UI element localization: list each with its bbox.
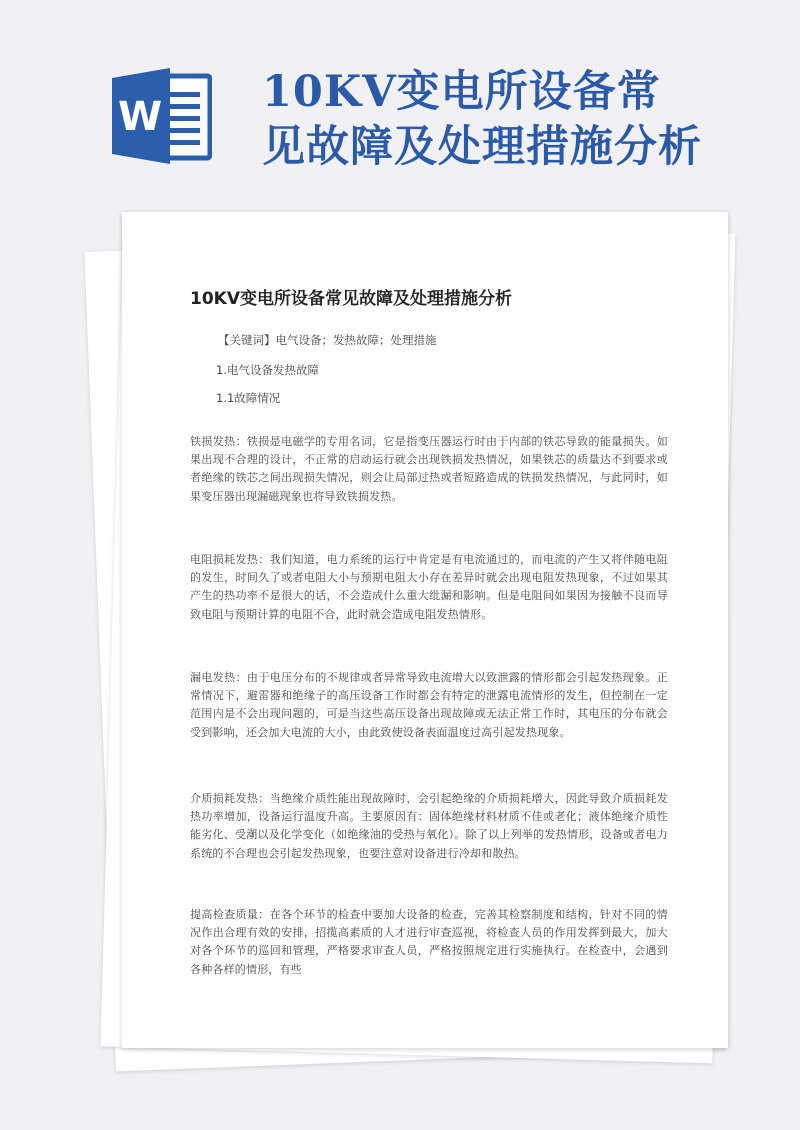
subsection-heading: 1.1故障情况	[216, 391, 281, 405]
section-heading: 1.电气设备发热故障	[216, 363, 319, 377]
paragraph-leakage: 漏电发热：由于电压分布的不规律或者异常导致电流增大以致泄露的情形都会引起发热现象。正常情况下，避雷器和绝缘子的高压设备工作时都会有特定的泄露电流情形的发生，但控制在一定范围内是不会出现问题的，可是当这些高压设备出现故障或无法正常工作时，其电压的分布就会受到影响，还会加大电流的大小，由此致使设备表面温度过高引起发热现象。	[190, 671, 668, 739]
paragraph-inspection-quality: 提高检查质量：在各个环节的检查中要加大设备的检查，完善其检察制度和结构，针对不同的情况作出合理有效的安排，招揽高素质的人才进行审查巡视，将检查人员的作用发挥到最大，加大对各个环节的巡回和管理，严格要求审查人员，严格按照规定进行实施执行。在检查中，会遇到各种各样的情形，有些	[190, 908, 668, 976]
paragraph-iron-loss: 铁损发热：铁损是电磁学的专用名词，它是指变压器运行时由于内部的铁芯导致的能量损失。如果出现不合理的设计，不正常的启动运行就会出现铁损发热情况，如果铁芯的质量达不到要求或者绝缘的铁芯之间出现损失情况，则会让局部过热或者短路造成的铁损发热情况，与此同时，如果变压器出现漏磁现象也将导致铁损发热。	[190, 435, 668, 503]
document-page	[122, 212, 728, 1048]
paragraph-resistance-loss: 电阻损耗发热：我们知道，电力系统的运行中肯定是有电流通过的，而电流的产生又将伴随电阻的发生，时间久了或者电阻大小与预期电阻大小存在差异时就会出现电阻发热现象，不过如果其产生的热功率不是很大的话，不会造成什么重大纰漏和影响。但是电阻间如果因为接触不良而导致电阻与预期计算的电阻不合，此时就会造成电阻发热情形。	[190, 553, 668, 621]
word-document-icon	[110, 68, 212, 164]
document-title: 10KV变电所设备常见故障及处理措施分析	[190, 289, 512, 309]
banner-title-line-2: 见故障及处理措施分析	[262, 122, 702, 172]
banner-title-line-1: 10KV变电所设备常	[262, 67, 661, 117]
banner	[0, 0, 800, 200]
paragraph-dielectric-loss: 介质损耗发热：当绝缘介质性能出现故障时，会引起绝缘的介质损耗增大，因此导致介质损耗发热功率增加，设备运行温度升高。主要原因有：固体绝缘材料材质不佳或老化；液体绝缘介质性能劣化、受潮以及化学变化（如绝缘油的受热与氧化）。除了以上列举的发热情形，设备或者电力系统的不合理也会引起发热现象，也要注意对设备进行冷却和散热。	[190, 792, 668, 860]
keywords-line: 【关键词】电气设备；发热故障；处理措施	[218, 333, 437, 347]
word-icon-letter: W	[117, 94, 163, 140]
